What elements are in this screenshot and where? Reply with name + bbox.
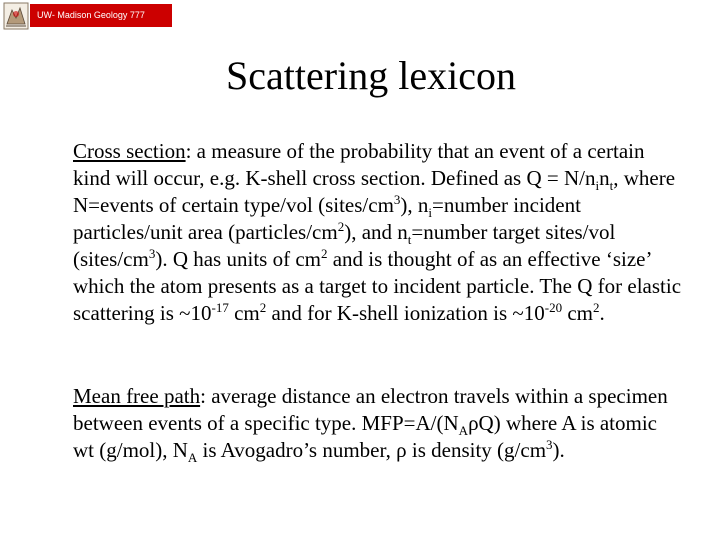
superscript: 2	[320, 246, 328, 261]
rho-symbol: ρ	[468, 411, 479, 435]
page-title: Scattering lexicon	[226, 53, 516, 98]
superscript: 2	[592, 300, 600, 315]
text-run: : a measure of the probability that an event of a certain kind will occur, e.g. K-shell cross section. Defined as Q = N/n	[73, 139, 645, 190]
cross-section-term: Cross section	[73, 139, 186, 163]
rho-symbol: ρ	[396, 438, 407, 462]
mean-free-path-term: Mean free path	[73, 384, 201, 408]
superscript: 3	[393, 192, 401, 207]
text-run: cm	[562, 301, 593, 325]
text-run: =number incident particles/unit area (particles/cm	[73, 193, 581, 244]
text-run: ), and n	[344, 220, 408, 244]
subscript: t	[609, 178, 614, 194]
superscript: 2	[259, 300, 267, 315]
text-run: : average distance an electron travels within a specimen between events of a specific type. MFP=A/(N	[73, 384, 668, 435]
mean-free-path-paragraph	[73, 383, 683, 464]
text-run: is density (g/cm	[406, 438, 547, 462]
text-run: n	[599, 166, 610, 190]
cross-section-paragraph	[73, 138, 683, 327]
superscript: 3	[148, 246, 156, 261]
subscript: A	[458, 423, 469, 439]
text-run: ), n	[400, 193, 429, 217]
university-seal-icon	[3, 2, 29, 30]
subscript: i	[595, 178, 600, 194]
superscript: -17	[211, 300, 229, 315]
text-run: cm	[228, 301, 260, 325]
text-run: , where N=events of certain type/vol (sites/cm	[73, 166, 676, 217]
text-run: Q) where A is atomic wt (g/mol), N	[73, 411, 658, 462]
text-run: .	[599, 301, 605, 325]
superscript: 2	[337, 219, 345, 234]
superscript: 3	[546, 437, 553, 452]
text-run: ).	[552, 438, 565, 462]
subscript: i	[428, 205, 433, 221]
text-run: ). Q has units of cm	[155, 247, 321, 271]
text-run: =number target sites/vol (sites/cm	[73, 220, 616, 271]
subscript: A	[187, 450, 198, 466]
superscript: -20	[544, 300, 563, 315]
text-run: and is thought of as an effective ‘size’ which the atom presents as a target to incident particle. The Q for elastic scattering is ~10	[73, 247, 682, 325]
text-run: and for K-shell ionization is ~10	[266, 301, 545, 325]
course-header-label: UW- Madison Geology 777	[30, 4, 172, 27]
text-run: is Avogadro’s number,	[197, 438, 397, 462]
subscript: t	[407, 232, 412, 248]
